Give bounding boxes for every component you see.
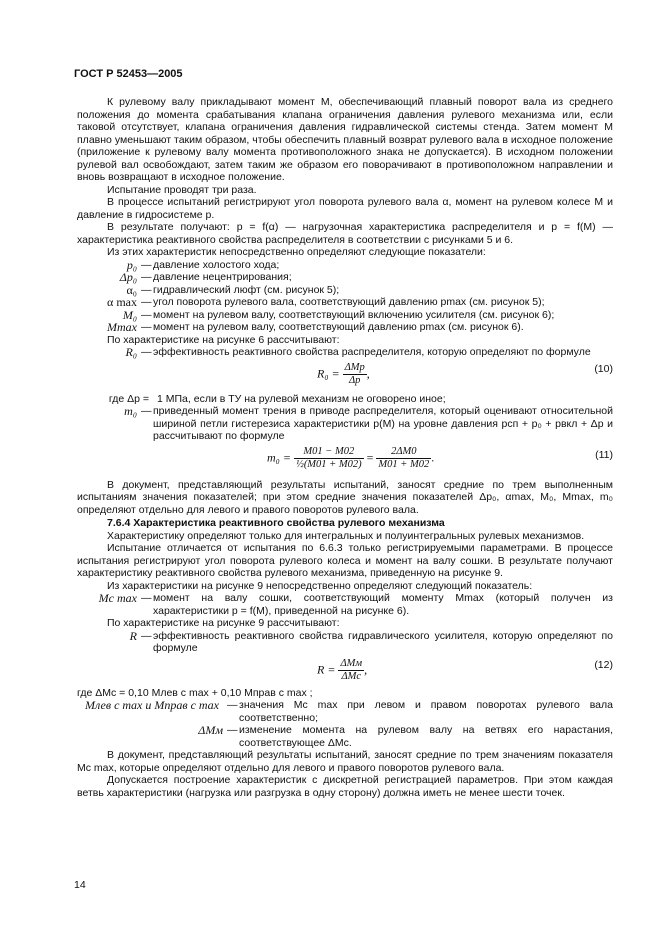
definition-text: момент на рулевом валу, соответствующий давлению pmax (см. рисунок 6). [153,321,524,333]
definition-row-R [77,630,613,655]
formula-fraction [376,446,431,471]
dash: — [141,308,152,321]
page-number: 14 [74,879,86,891]
definition-symbol: p₀ [126,257,137,272]
formula-denominator: ΔMc [341,670,362,682]
body-text [77,96,613,799]
formula-fraction [338,658,364,683]
formula-number: (12) [594,658,613,671]
definition-text: давление холостого хода; [153,258,280,271]
definition-symbol: α max [107,295,137,309]
formula-fraction [294,446,364,471]
definition-text: значения Mc max при левом и правом поворотах рулевого вала соответственно; [239,699,613,724]
paragraph-13: Допускается построение характеристик с дискретной регистрацией параметров. При этом каждая ветвь характеристики (нагрузка или разгрузка в одну сторону) должна иметь не менее шести точек. [77,774,613,799]
definition-symbol: m₀ [124,404,137,418]
where-row-1 [77,393,613,406]
definition-text: угол поворота рулевого вала, соответствующий давлению pmax (см. рисунок 5); [153,296,545,308]
paragraph-12: В документ, представляющий результаты испытаний, заносят средние по трем значениям показателя Mc max, которые определяют отдельно для левого и правого поворотов рулевого вала. [77,749,613,774]
definition-symbol: α₀ [126,282,137,297]
definition-symbol: M₀ [122,307,137,322]
definition-row-m0 [77,405,613,443]
formula-12 [77,655,613,687]
definition-row [77,259,613,272]
dash: — [227,699,238,711]
definition-symbol: Mc max [98,591,137,605]
formula-number: (11) [595,448,613,461]
section-heading: 7.6.4 Характеристика реактивного свойства рулевого механизма [107,517,445,529]
formula-numerator: ΔMр [344,361,365,373]
paragraph-1: К рулевому валу прикладывают момент M, обеспечивающий плавный поворот вала из среднего положения до момента срабатывания клапана ограничения давления рулевого механизма или, если таковой отсутствует, клапана ограничения давления гидравлической системы стенда. Затем момент M плавно уменьшают таким образом, чтобы обеспечить плавный возврат рулевого вала в исходное положение (приложение к рулевому валу момента противоположного знака не допускается). В исходном положении рулевой вал освобождают, затем таким же образом его поворачивают в противоположном направлении и вновь возвращают в исходное положение. [77,96,613,183]
dash: — [141,346,152,358]
dash: — [141,592,152,604]
formula-denominator: ½(M01 + M02) [295,458,362,470]
definition-symbol: ΔMм [198,723,223,737]
formula-numerator: 2ΔM0 [376,446,431,459]
definition-symbol: R [129,628,137,643]
paragraph-4: В результате получают: p = f(α) — нагрузочная характеристика распределителя и p = f(M) — характеристика реактивного свойства распределителя в соответствии с рисунками 5 и 6. [77,221,613,246]
where-lead: где Δp = [108,392,149,405]
definition-text: эффективность реактивного свойства гидравлического усилителя, которую определяют по формуле [153,629,613,654]
formula-fraction [343,362,367,387]
definition-text: давление нецентрирования; [153,271,292,283]
dash: — [141,271,152,283]
dash: — [141,283,152,296]
definition-row-dMm [77,724,613,749]
dash: — [141,258,152,271]
formula-tail: . [431,449,435,464]
definition-text: эффективность реактивного свойства распределителя, которую определяют по формуле [153,346,591,358]
document-header: ГОСТ Р 52453—2005 [74,68,183,80]
definition-symbol: R₀ [125,345,137,359]
definition-text: момент на валу сошки, соответствующий моменту Mmax (который получен из характеристики p = f(M), приведенной на рисунке 6). [153,592,613,617]
formula-lhs: R = [317,661,336,676]
paragraph-3: В процессе испытаний регистрируют угол поворота рулевого вала α, момент на рулевом колесе M и давление в гидросистеме p. [77,196,613,221]
formula-11 [77,443,613,479]
formula-tail: , [366,365,370,380]
definition-row-Mcmax [77,592,613,617]
definition-text: изменение момента на рулевом валу на ветвях его нарастания, соответствующее ΔMc. [239,724,613,749]
dash: — [141,296,152,308]
definitions-list-1 [77,259,613,334]
definition-text: гидравлический люфт (см. рисунок 5); [153,283,340,296]
paragraph-11: По характеристике на рисунке 9 рассчитывают: [107,617,340,629]
definition-symbol: Mmax [107,320,137,334]
paragraph-9: Испытание отличается от испытания по 6.6.3 только регистрируемыми параметрами. В процессе испытания регистрируют угол поворота рулевого колеса и момент на валу сошки. В результате получают характеристику реактивного свойства рулевого механизма, приведенную на рисунке 9. [77,542,613,579]
paragraph-5: Из этих характеристик непосредственно определяют следующие показатели: [107,246,486,258]
paragraph-10: Из характеристики на рисунке 9 непосредственно определяют следующий показатель: [107,579,533,592]
definition-row [77,271,613,284]
paragraph-6: По характеристике на рисунке 6 рассчитывают: [107,333,340,346]
definition-row [77,309,613,322]
formula-denominator: M01 + M02 [378,458,430,470]
formula-lhs: m₀ = [267,449,291,464]
dash: — [227,724,238,736]
formula-number: (10) [594,362,613,375]
definition-row [77,321,613,334]
definition-symbol: Mлев c max и Mправ c max [85,698,219,712]
paragraph-7: В документ, представляющий результаты испытаний, заносят средние по трем выполненным испытаниям значения показателей; при этом средние значения показателей Δp₀, αmax, M₀, Mmax, m₀ определяют отдельно для левого и правого поворотов рулевого вала. [77,478,613,516]
definition-row [77,296,613,309]
formula-denominator: Δp [348,374,361,386]
definition-row-R0 [77,346,613,359]
formula-numerator: M01 − M02 [294,446,364,459]
formula-equals: = [366,449,374,464]
definition-row-lev-prav [77,699,613,724]
definition-symbol: Δp₀ [119,270,137,284]
dash: — [141,321,152,333]
formula-tail: , [364,661,368,676]
dash: — [141,405,152,417]
formula-10 [77,359,613,393]
where-text: 1 МПа, если в ТУ на рулевой механизм не оговорено иное; [157,392,446,405]
definition-text: момент на рулевом валу, соответствующий включению усилителя (см. рисунок 6); [153,308,555,321]
dash: — [141,629,152,642]
formula-lhs: R₀ = [317,365,340,380]
formula-numerator: ΔMм [340,657,363,669]
definition-row [77,284,613,297]
paragraph-8: Характеристику определяют только для интегральных и полуинтегральных рулевых механизмов. [107,529,585,542]
definition-text: приведенный момент трения в приводе распределителя, который оценивают относительной шириной петли гистерезиса характеристики p(M) на уровне давления pсп + p₀ + pвкл + Δp и рассчитывают по формуле [153,405,613,442]
paragraph-2: Испытание проводят три раза. [107,183,257,196]
where-line-2: где ΔMc = 0,10 Mлев c max + 0,10 Mправ c max ; [77,686,313,699]
